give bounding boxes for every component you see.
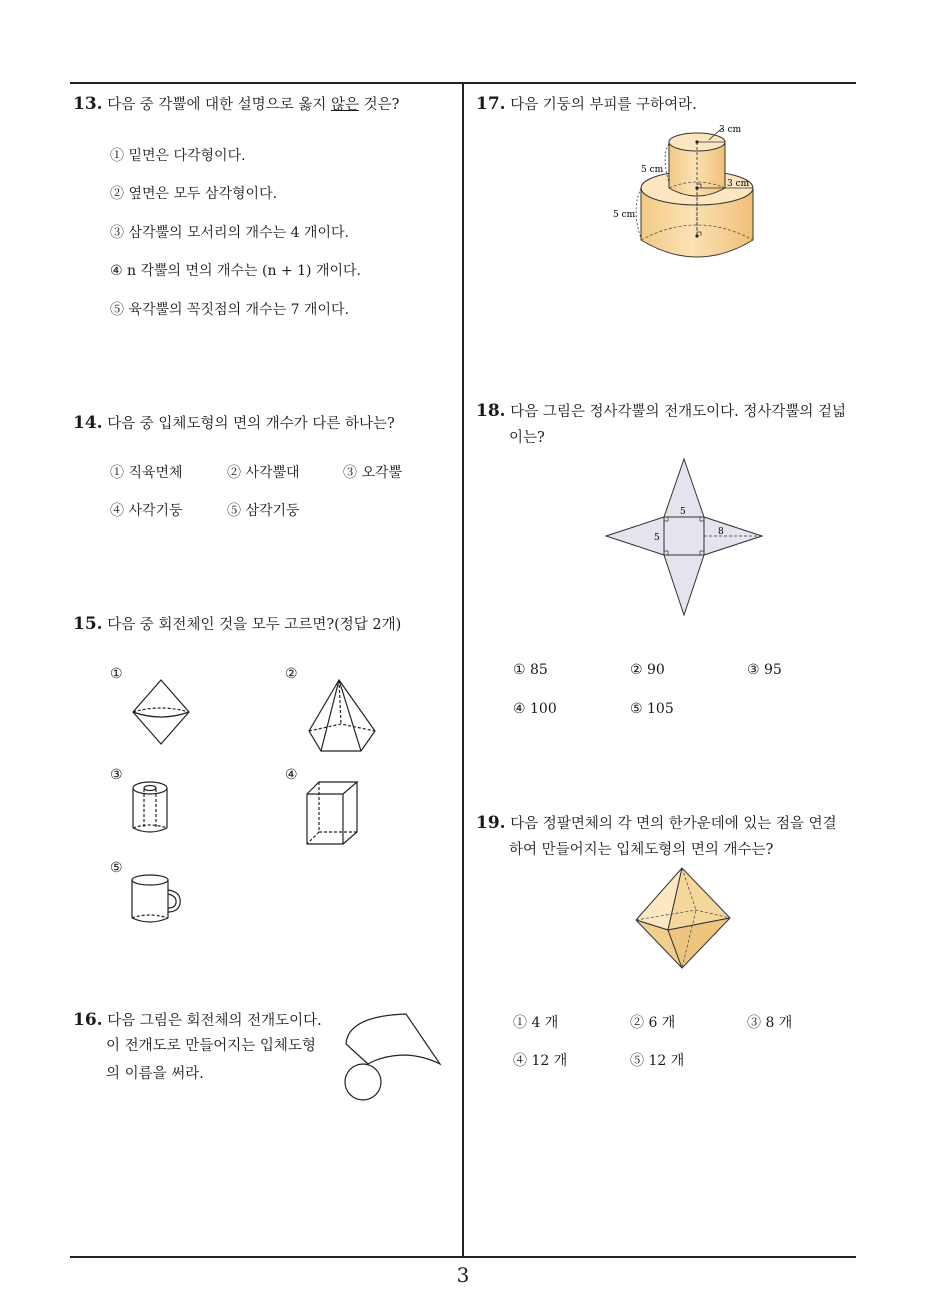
q13-choice-1[interactable]: ① 밑면은 다각형이다. (110, 148, 246, 164)
q14-choice-3[interactable]: ③ 오각뿔 (343, 465, 403, 481)
q17-number: 17. (476, 94, 506, 114)
q16-fig-cone-net (340, 1010, 450, 1102)
q15-marker-4[interactable]: ④ (285, 767, 298, 783)
q19-line-2: 하여 만들어지는 입체도형의 면의 개수는? (509, 842, 774, 858)
q13-number: 13. (73, 94, 103, 114)
q17-fig-stacked-cylinders (605, 120, 775, 276)
q19-fig-octahedron (630, 864, 736, 972)
q13-stem (73, 94, 399, 115)
q15-marker-1[interactable]: ① (110, 666, 123, 682)
q15-number: 15. (73, 614, 103, 634)
q14-choice-1[interactable]: ① 직육면체 (110, 465, 183, 481)
q16-line-3: 의 이름을 써라. (106, 1066, 204, 1082)
q18-fig-pyramid-net (600, 455, 770, 620)
q17-stem (476, 94, 697, 115)
q15-marker-2[interactable]: ② (285, 666, 298, 682)
q13-stem-underline: 않은 (330, 97, 359, 113)
q14-stem-text: 다음 중 입체도형의 면의 개수가 다른 하나는? (107, 416, 395, 432)
q18-choice-4[interactable]: ④ 100 (513, 701, 557, 717)
q15-marker-3[interactable]: ③ (110, 767, 123, 783)
q16-number: 16. (73, 1010, 103, 1030)
q13-choice-2[interactable]: ② 옆면은 모두 삼각형이다. (110, 186, 278, 202)
q13-stem-before: 다음 중 각뿔에 대한 설명으로 옳지 (107, 97, 331, 113)
q18-label-side-left: 5 (654, 533, 660, 543)
q13-choice-5[interactable]: ⑤ 육각뿔의 꼭짓점의 개수는 7 개이다. (110, 302, 349, 318)
page-number: 3 (456, 1263, 470, 1287)
q15-fig-cuboid (303, 778, 363, 848)
q15-fig-hollow-cylinder (128, 780, 178, 838)
q19-choice-5[interactable]: ⑤ 12 개 (630, 1053, 685, 1069)
q16-line-1 (73, 1010, 322, 1031)
column-divider (462, 82, 464, 1257)
q18-line-2: 이는? (509, 430, 545, 446)
q18-number: 18. (476, 401, 506, 421)
q15-fig-pentagonal-pyramid (303, 676, 383, 756)
q18-choice-5[interactable]: ⑤ 105 (630, 701, 674, 717)
q19-text-1: 다음 정팔면체의 각 면의 한가운데에 있는 점을 연결 (510, 816, 837, 832)
q17-stem-text: 다음 기둥의 부피를 구하여라. (510, 97, 697, 113)
q16-line-2: 이 전개도로 만들어지는 입체도형 (106, 1038, 316, 1054)
q17-label-top-height: 5 cm (641, 165, 664, 175)
q18-text-1: 다음 그림은 정사각뿔의 전개도이다. 정사각뿔의 겉넓 (510, 404, 846, 420)
q17-label-top-radius: 3 cm (719, 125, 742, 135)
q17-label-bottom-radius: 3 cm (727, 179, 750, 189)
q18-choice-3[interactable]: ③ 95 (747, 662, 782, 678)
q18-choice-1[interactable]: ① 85 (513, 662, 548, 678)
q19-number: 19. (476, 813, 506, 833)
q19-line-1 (476, 813, 837, 834)
q15-marker-5[interactable]: ⑤ (110, 860, 123, 876)
q14-stem (73, 413, 395, 434)
q15-fig-mug (128, 870, 190, 928)
q15-stem (73, 614, 401, 635)
q14-choice-5[interactable]: ⑤ 삼각기둥 (227, 503, 300, 519)
q17-label-bottom-height: 5 cm (613, 210, 636, 220)
q18-line-1 (476, 401, 846, 422)
q14-choice-4[interactable]: ④ 사각기둥 (110, 503, 183, 519)
q19-choice-1[interactable]: ① 4 개 (513, 1015, 559, 1031)
q14-number: 14. (73, 413, 103, 433)
q18-choice-2[interactable]: ② 90 (630, 662, 665, 678)
q15-fig-double-cone (125, 676, 205, 748)
q13-choice-3[interactable]: ③ 삼각뿔의 모서리의 개수는 4 개이다. (110, 225, 349, 241)
q19-choice-2[interactable]: ② 6 개 (630, 1015, 676, 1031)
q18-label-slant: 8 (718, 527, 724, 537)
q19-choice-4[interactable]: ④ 12 개 (513, 1053, 568, 1069)
bottom-rule (70, 1256, 856, 1258)
q16-text-1: 다음 그림은 회전체의 전개도이다. (107, 1013, 322, 1029)
q19-choice-3[interactable]: ③ 8 개 (747, 1015, 793, 1031)
q14-choice-2[interactable]: ② 사각뿔대 (227, 465, 300, 481)
q15-stem-text: 다음 중 회전체인 것을 모두 고르면?(정답 2개) (107, 617, 402, 633)
q18-label-side-top: 5 (680, 507, 686, 517)
q13-stem-after: 것은? (358, 97, 400, 113)
q13-choice-4[interactable]: ④ n 각뿔의 면의 개수는 (n + 1) 개이다. (110, 263, 361, 279)
